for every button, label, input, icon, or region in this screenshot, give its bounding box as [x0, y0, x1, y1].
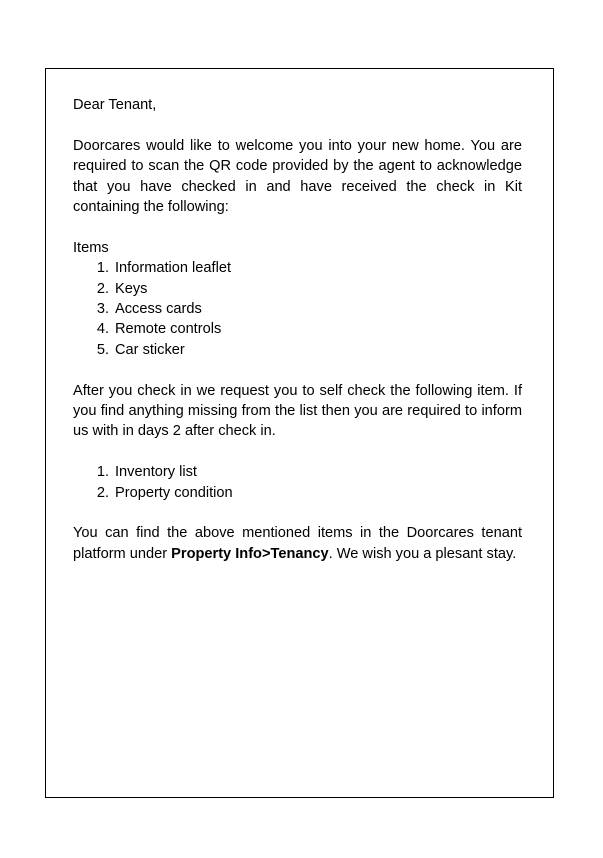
intro-paragraph: Doorcares would like to welcome you into your new home. You are required to scan the QR code provided by the agent to acknowledge that you have checked in and have received the check in Kit containing the following: [73, 137, 522, 216]
list-label: Remote controls [115, 321, 222, 338]
list-label: Car sticker [115, 341, 185, 358]
kit-items-list [73, 258, 522, 360]
closing-text: You can find the above mentioned items in the Doorcares tenant platform under [73, 525, 522, 562]
closing-text-end: . We wish you a plesant stay. [328, 545, 517, 562]
list-item [73, 299, 522, 319]
list-label: Property condition [115, 484, 233, 501]
list-label: Keys [115, 280, 148, 297]
list-item [73, 258, 522, 278]
list-item [73, 483, 522, 503]
check-items-list [73, 462, 522, 503]
list-number: 1. [96, 464, 109, 481]
self-check-paragraph: After you check in we request you to self check the following item. If you find anything missing from the list then you are required to inform us with in days 2 after check in. [73, 382, 522, 440]
letter-body [73, 95, 522, 564]
platform-path: Property Info>Tenancy [171, 545, 329, 562]
letter-page [45, 68, 554, 798]
list-label: Information leaflet [115, 260, 232, 277]
items-heading: Items [73, 239, 109, 256]
list-item [73, 319, 522, 339]
list-label: Access cards [115, 301, 202, 318]
list-number: 3. [96, 301, 109, 318]
list-item [73, 279, 522, 299]
list-item [73, 462, 522, 482]
list-label: Inventory list [115, 464, 197, 481]
greeting: Dear Tenant, [73, 97, 157, 113]
list-item [73, 340, 522, 360]
list-number: 4. [96, 321, 109, 338]
list-number: 5. [96, 341, 109, 358]
list-number: 1. [96, 260, 109, 277]
list-number: 2. [96, 280, 109, 297]
closing-paragraph [73, 523, 522, 564]
list-number: 2. [96, 484, 109, 501]
